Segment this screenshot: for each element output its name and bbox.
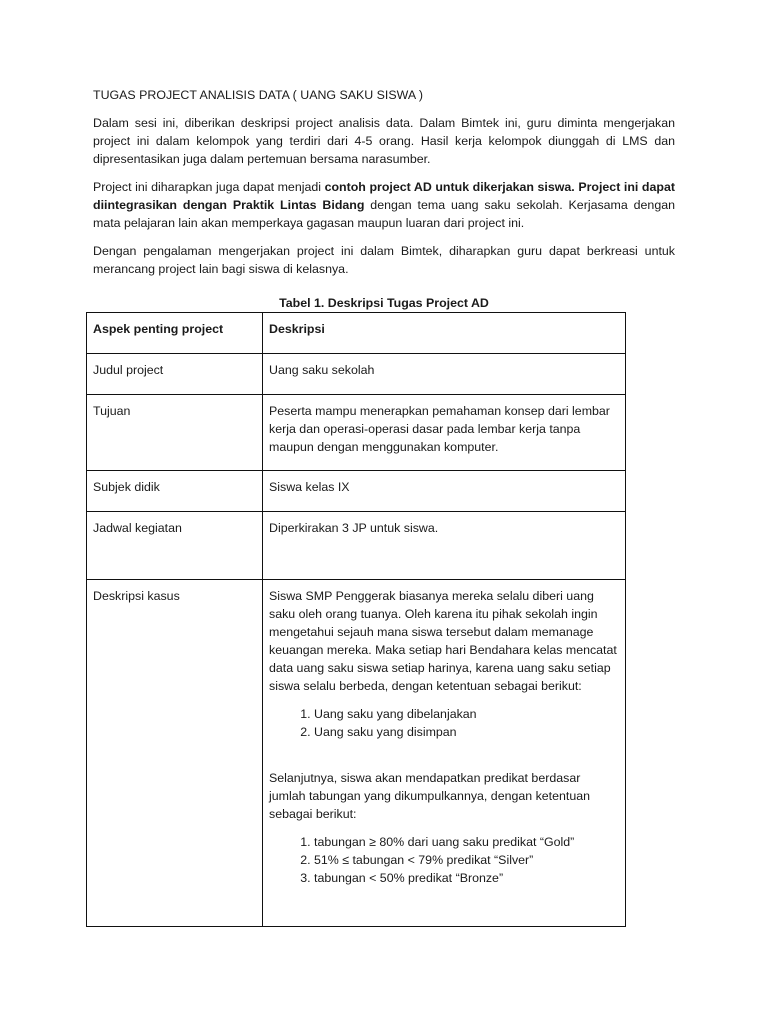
list-item: 2. Uang saku yang disimpan — [314, 723, 619, 741]
table-row-kasus — [87, 580, 626, 927]
intro-paragraph: Dalam sesi ini, diberikan deskripsi project analisis data. Dalam Bimtek ini, guru diminta mengerjakan project ini dalam kelompok yang terdiri dari 4-5 orang. Hasil kerja kelompok diunggah di LMS dan dipresentasikan juga dalam pertemuan bersama narasumber. — [93, 116, 675, 166]
value-subjek: Siswa kelas IX — [263, 471, 626, 512]
kasus-intro: Siswa SMP Penggerak biasanya mereka selalu diberi uang saku oleh orang tuanya. Oleh karena itu pihak sekolah ingin mengetahui sejauh mana siswa tersebut dalam memanage keuangan mereka. Maka setiap hari Bendahara kelas mencatat data uang saku siswa setiap harinya, karena uang saku setiap siswa selalu berbeda, dengan ketentuan sebagai berikut: — [269, 589, 617, 693]
kasus-followup: Selanjutnya, siswa akan mendapatkan predikat berdasar jumlah tabungan yang dikumpulkannya, dengan ketentuan sebagai berikut: — [269, 771, 591, 821]
integration-text-c: dengan tema uang saku sekolah. Kerjasama dengan mata pelajaran lain akan memperkaya gagasan maupun luaran dari project ini. — [93, 198, 675, 230]
header-description: Deskripsi — [263, 313, 626, 354]
label-judul: Judul project — [87, 354, 263, 395]
list-item: 1. Uang saku yang dibelanjakan — [314, 705, 619, 723]
list-item: 2. 51% ≤ tabungan < 79% predikat “Silver” — [314, 851, 619, 869]
header-aspect: Aspek penting project — [87, 313, 263, 354]
predicate-list — [269, 833, 619, 887]
spacer — [269, 751, 619, 769]
document-title: TUGAS PROJECT ANALISIS DATA ( UANG SAKU SISWA ) — [93, 88, 424, 102]
integration-paragraph — [93, 178, 675, 232]
integration-text-a: Project ini diharapkan juga dapat menjadi — [93, 180, 325, 194]
label-subjek: Subjek didik — [87, 471, 263, 512]
table-row-subjek — [87, 471, 626, 512]
project-description-table — [86, 312, 626, 927]
table-row-jadwal — [87, 512, 626, 580]
value-judul: Uang saku sekolah — [263, 354, 626, 395]
table-row-judul — [87, 354, 626, 395]
value-kasus — [263, 580, 626, 927]
value-jadwal: Diperkirakan 3 JP untuk siswa. — [263, 512, 626, 580]
value-tujuan: Peserta mampu menerapkan pemahaman konsep dari lembar kerja dan operasi-operasi dasar pada lembar kerja tanpa maupun dengan menggunakan komputer. — [263, 395, 626, 471]
table-caption: Tabel 1. Deskripsi Tugas Project AD — [279, 296, 489, 310]
table-header-row — [87, 313, 626, 354]
document-body — [93, 86, 675, 322]
table-row-tujuan — [87, 395, 626, 471]
label-kasus: Deskripsi kasus — [87, 580, 263, 927]
list-item: 3. tabungan < 50% predikat “Bronze” — [314, 869, 619, 887]
list-item: 1. tabungan ≥ 80% dari uang saku predikat “Gold” — [314, 833, 619, 851]
integration-text-bold: contoh project AD untuk dikerjakan siswa. Project ini dapat diintegrasikan dengan Praktik Lintas Bidang — [93, 180, 675, 212]
closing-paragraph: Dengan pengalaman mengerjakan project ini dalam Bimtek, diharapkan guru dapat berkreasi untuk merancang project lain bagi siswa di kelasnya. — [93, 244, 675, 276]
label-tujuan: Tujuan — [87, 395, 263, 471]
spending-list — [269, 705, 619, 741]
label-jadwal: Jadwal kegiatan — [87, 512, 263, 580]
